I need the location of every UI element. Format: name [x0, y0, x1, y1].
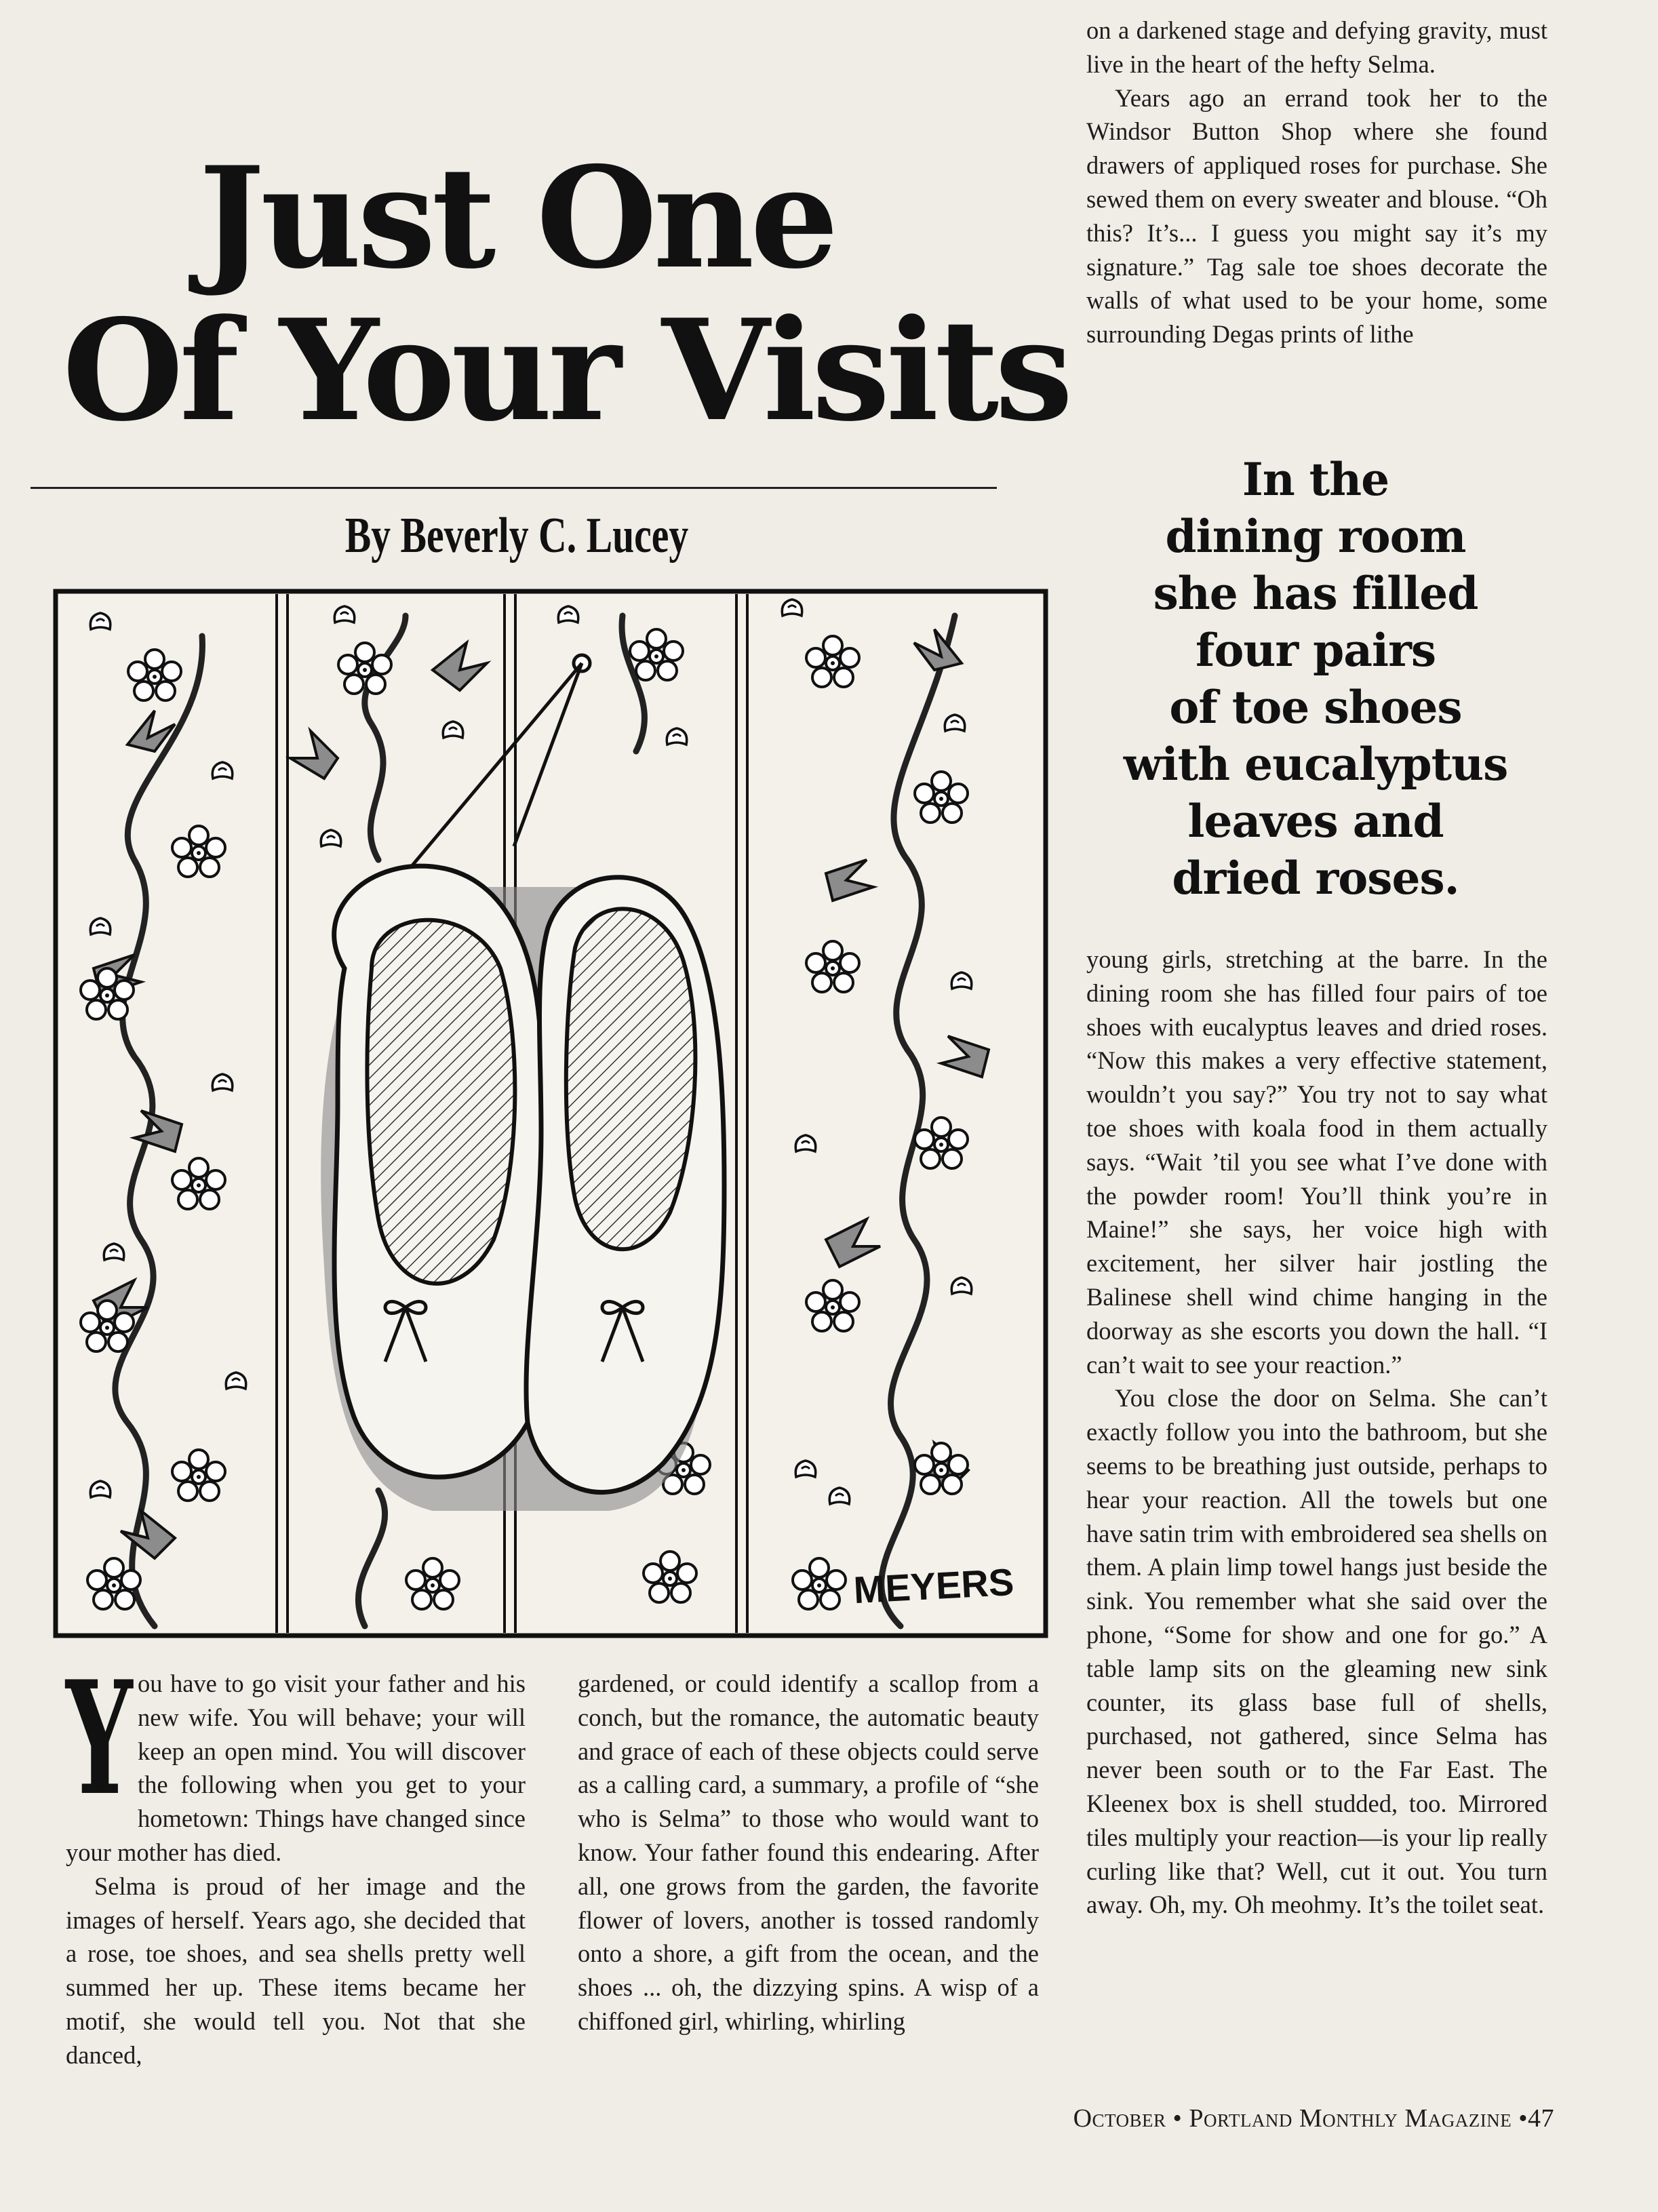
- page-number: 47: [1528, 2104, 1554, 2133]
- paragraph: Selma is proud of her image and the images of herself. Years ago, she decided that a rose, toe shoes, and sea shells pretty well summed her up. These items became her motif, she would tell you. Not that she danced,: [66, 1872, 526, 2069]
- page-footer: [1071, 2104, 1554, 2133]
- headline-rule: [31, 487, 997, 489]
- headline-line-2: Of Your Visits: [62, 290, 1069, 452]
- footer-separator: •: [1518, 2104, 1528, 2133]
- footer-separator: •: [1172, 2104, 1183, 2133]
- body-column-1: [66, 1647, 526, 2072]
- body-column-2: [578, 1667, 1039, 2038]
- article-headline: [62, 137, 1069, 452]
- paragraph: on a darkened stage and defying gravity, must live in the heart of the hefty Selma.: [1086, 16, 1547, 78]
- paragraph: gardened, or could identify a scallop from a conch, but the romance, the automatic beauty and grace of each of these objects could serve as a calling card, a summary, a profile of “she who is Selma” to those who would want to know. Your father found this endearing. After all, one grows from the garden, the favorite flower of lovers, another is tossed randomly onto a shore, a gift from the ocean, and the shoes ... oh, the dizzying spins. A wisp of a chiffoned girl, whirling, whirling: [578, 1670, 1039, 2035]
- drop-cap: Y: [66, 1647, 133, 1830]
- pull-quote-line: In the: [1242, 453, 1389, 506]
- paragraph: You close the door on Selma. She can’t exactly follow you into the bathroom, but she seems to be breathing just outside, perhaps to hear your reaction. All the towels but one have satin trim with embroidered sea shells on them. A plain limp towel hangs just beside the sink. You remember what she said over the phone, “Some for show and one for go.” A table lamp sits on the gleaming new sink counter, its glass base full of shells, purchased, not gathered, since Selma has never been south or to the Far East. The Kleenex box is shell studded, too. Mirrored tiles multiply your reaction—is your lip really curling like that? Well, cut it out. You turn away. Oh, my. Oh meohmy. It’s the toilet seat.: [1086, 1384, 1547, 1919]
- pull-quote: [1092, 451, 1539, 907]
- body-column-3-top: [1086, 14, 1547, 351]
- pull-quote-line: four pairs: [1195, 624, 1436, 677]
- pull-quote-line: dining room: [1165, 510, 1466, 563]
- pull-quote-line: dried roses.: [1172, 852, 1459, 905]
- paragraph: young girls, stretching at the barre. In the dining room she has filled four pairs of toe shoes with eucalyptus leaves and dried roses. “Now this makes a very effective statement, wouldn’t you say?” You try not to say what toe shoes with koala food in them actually says. “Wait ’til you see what I’ve done with the powder room! You’ll think you’re in Maine!” she says, her voice high with excitement, her silver hair jostling the Balinese shell wind chime hanging in the doorway as she escorts you down the hall. “I can’t wait to see your reaction.”: [1086, 945, 1547, 1379]
- illustrator-signature: MEYERS: [852, 1560, 1015, 1612]
- byline: By Beverly C. Lucey: [344, 508, 689, 564]
- headline-line-1: Just One: [199, 137, 835, 300]
- footer-magazine: Portland Monthly Magazine: [1189, 2104, 1512, 2133]
- pull-quote-line: with eucalyptus: [1123, 738, 1508, 791]
- body-column-3-bottom: [1086, 943, 1547, 1922]
- paragraph: You have to go visit your father and his new wife. You will behave; your will keep an open mind. You will discover the following when you get to your hometown: Things have changed since your mother has died.: [66, 1647, 526, 1866]
- pull-quote-line: she has filled: [1153, 567, 1478, 620]
- pull-quote-line: of toe shoes: [1169, 681, 1462, 734]
- footer-month: October: [1073, 2104, 1166, 2133]
- paragraph: Years ago an errand took her to the Windsor Button Shop where she found drawers of appliqued roses for purchase. She sewed them on every sweater and blouse. “Oh this? It’s... I guess you might say it’s my signature.” Tag sale toe shoes decorate the walls of what used to be your home, some surrounding Degas prints of lithe: [1086, 83, 1547, 349]
- pull-quote-line: leaves and: [1187, 795, 1444, 848]
- toe-shoes-illustration: [53, 589, 1048, 1638]
